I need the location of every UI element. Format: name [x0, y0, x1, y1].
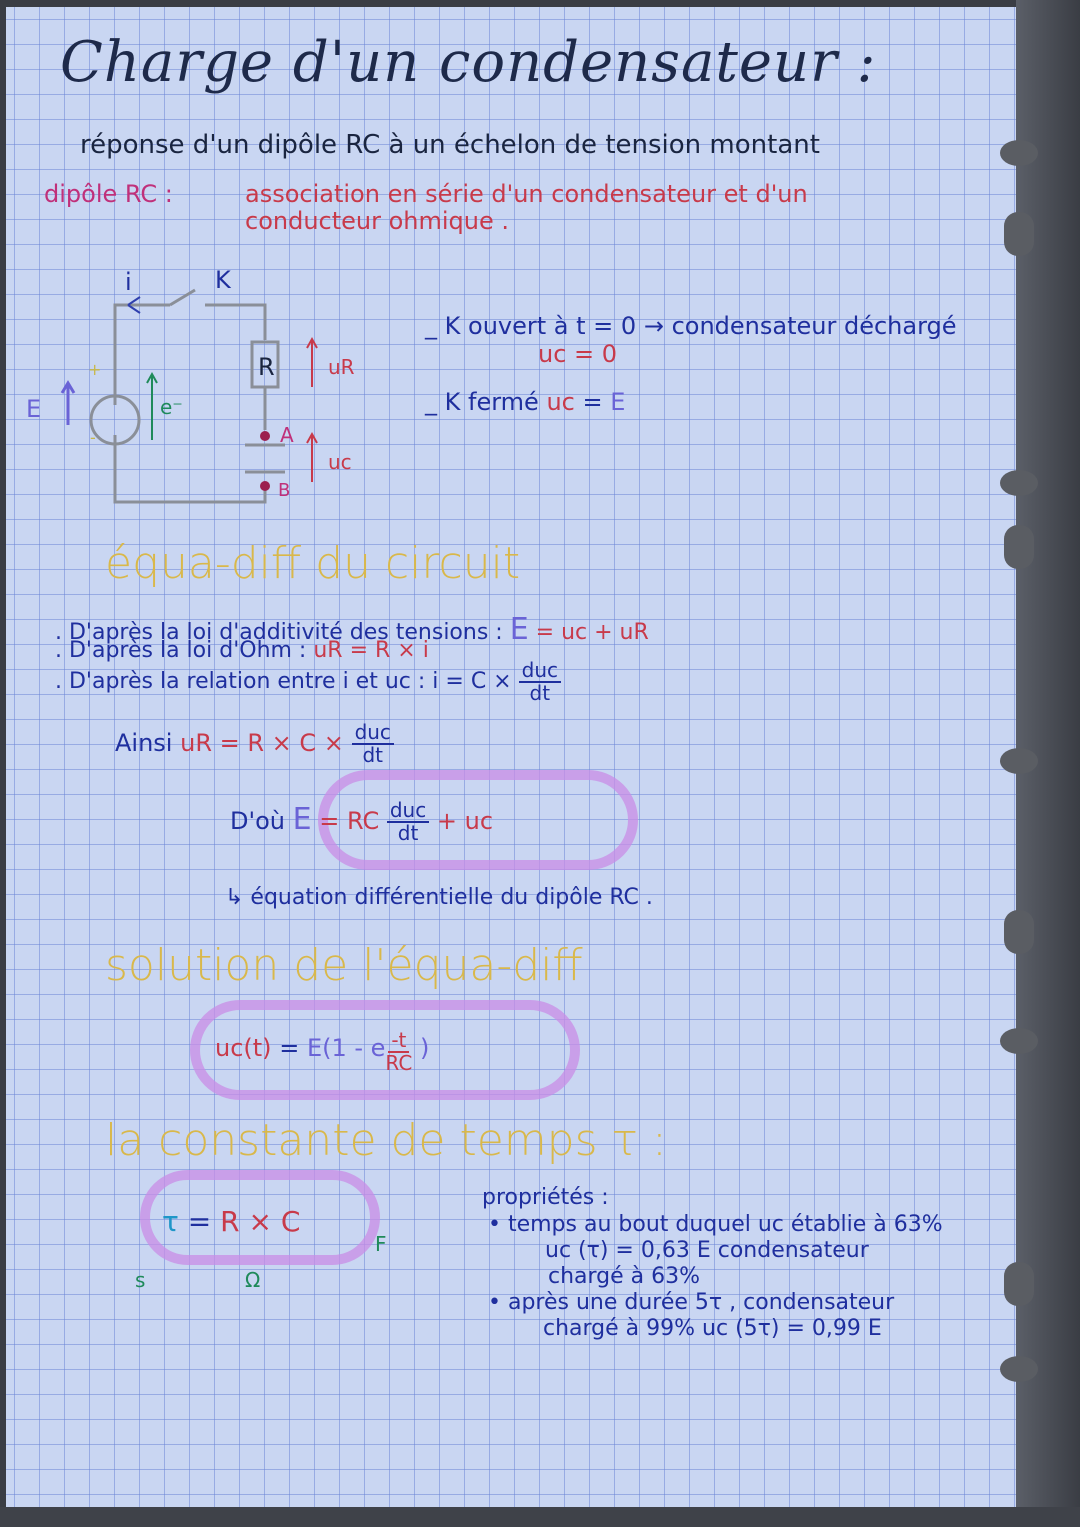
law-capacitor: . D'après la relation entre i et uc : i = C × $\frac{\text{duc}}{dt}$: [55, 660, 561, 704]
definition-text-line2: conducteur ohmique .: [245, 207, 510, 235]
note-open-switch: _ K ouvert à t = 0 → condensateur déchargé: [425, 312, 957, 340]
binder-hole: [1000, 1356, 1038, 1382]
note-closed-switch: _ K fermé uc = E: [425, 388, 626, 416]
unit-ohm: Ω: [245, 1268, 261, 1292]
page-subtitle: réponse d'un dipôle RC à un échelon de tension montant: [80, 130, 820, 160]
property-line: • temps au bout duquel uc établie à 63%: [488, 1212, 943, 1237]
heading-tau: la constante de temps τ :: [105, 1115, 667, 1166]
node-a-label: A: [280, 423, 294, 447]
page-title: Charge d'un condensateur :: [60, 30, 877, 95]
binder-hole: [1000, 140, 1038, 166]
switch-label: K: [215, 266, 231, 294]
binder-hole: [1000, 470, 1038, 496]
plus-label: +: [88, 360, 102, 379]
page-bottom-shadow: [0, 1507, 1080, 1527]
property-line: chargé à 63%: [548, 1264, 701, 1289]
binder-hole: [1004, 525, 1034, 569]
law-ohm: . D'après la loi d'Ohm : uR = R × i: [55, 638, 429, 663]
emf-label: E: [26, 395, 42, 423]
minus-label: -: [90, 428, 96, 447]
definition-text-line1: association en série d'un condensateur et d'un: [245, 180, 808, 208]
binder-hole: [1000, 1028, 1038, 1054]
law-additivity: . D'après la loi d'additivité des tensions : E = uc + uR: [55, 612, 649, 647]
resistor-label: R: [258, 353, 275, 381]
node-b-label: B: [278, 480, 291, 501]
differential-equation: D'où E = RC $\frac{\text{duc}}{dt}$ + uc: [230, 798, 494, 845]
uc-label: uc: [328, 450, 352, 474]
heading-equadiff: équa-diff du circuit: [105, 538, 521, 589]
properties-title: propriétés :: [482, 1185, 609, 1210]
ainsi-formula: Ainsi uR = R × C × $\frac{\text{duc}}{dt}$: [115, 722, 394, 766]
solution-formula: uc(t) = E(1 - e $^{\frac{-t}{RC}}$ ): [215, 1028, 430, 1075]
electron-label: e⁻: [160, 395, 183, 419]
tau-formula: τ = R × C: [162, 1205, 301, 1238]
equadiff-note: ↳ équation différentielle du dipôle RC .: [225, 885, 653, 910]
unit-seconds: s: [135, 1268, 146, 1292]
ur-label: uR: [328, 355, 355, 379]
current-label: i: [125, 268, 132, 296]
binder-hole: [1004, 212, 1034, 256]
property-line: uc (τ) = 0,63 E condensateur: [545, 1238, 869, 1263]
definition-term: dipôle RC :: [44, 180, 173, 208]
binder-hole: [1004, 1262, 1034, 1306]
note-uc-zero: uc = 0: [538, 340, 618, 368]
rc-circuit-diagram: [0, 250, 400, 520]
heading-solution: solution de l'équa-diff: [105, 940, 583, 991]
binder-hole: [1000, 748, 1038, 774]
binder-hole: [1004, 910, 1034, 954]
unit-farad: F: [375, 1232, 387, 1256]
property-line: • après une durée 5τ , condensateur: [488, 1290, 895, 1315]
property-line: chargé à 99% uc (5τ) = 0,99 E: [543, 1316, 882, 1341]
